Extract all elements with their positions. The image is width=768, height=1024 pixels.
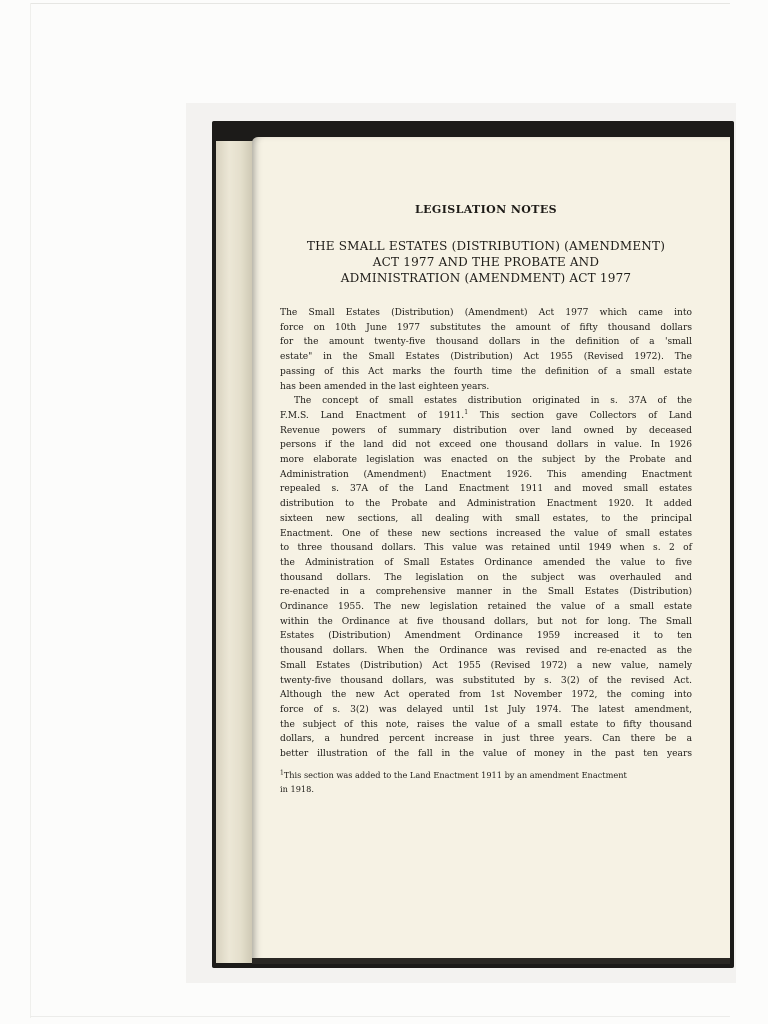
paragraph2-line2-text: F.M.S. Land Enactment of 1911. bbox=[280, 410, 465, 421]
scan-left-edge bbox=[30, 3, 31, 1018]
paragraph2-line: repealed s. 37A of the Land Enactment 1911 and moved small estates bbox=[280, 484, 692, 495]
paragraph2-line: dollars, a hundred percent increase in just three years. Can there be a bbox=[280, 734, 692, 745]
body-text bbox=[280, 306, 692, 762]
paragraph2-line: thousand dollars. When the Ordinance was revised and re-enacted as the bbox=[280, 646, 692, 657]
section-heading: LEGISLATION NOTES bbox=[414, 203, 558, 216]
paragraph2-line: thousand dollars. The legislation on the subject was overhauled and bbox=[280, 572, 692, 583]
paragraph2-line: re-enacted in a comprehensive manner in the Small Estates (Distribution) bbox=[280, 587, 692, 598]
paragraph2-line: Enactment. One of these new sections increased the value of small estates bbox=[280, 528, 692, 539]
paragraph1-line: for the amount twenty-five thousand dollars in the definition of a 'small bbox=[280, 337, 692, 348]
paragraph2-line: better illustration of the fall in the value of money in the past ten years bbox=[280, 749, 692, 760]
paragraph2-line: Estates (Distribution) Amendment Ordinance 1959 increased it to ten bbox=[280, 631, 692, 642]
article-title bbox=[280, 238, 692, 286]
paragraph2-line-with-footnote bbox=[280, 409, 692, 424]
footnote-line: in 1918. bbox=[280, 784, 314, 794]
book-page bbox=[252, 137, 730, 963]
paragraph2-line2-rest: This section gave Collectors of Land bbox=[468, 410, 692, 421]
footnote-line bbox=[280, 768, 692, 782]
paragraph2-line: Although the new Act operated from 1st November 1972, the coming into bbox=[280, 690, 692, 701]
paragraph2-line: more elaborate legislation was enacted on the subject by the Probate and bbox=[280, 455, 692, 466]
book-bottom-edge bbox=[252, 958, 730, 964]
paragraph2-line: the subject of this note, raises the value of a small estate to fifty thousand bbox=[280, 719, 692, 730]
paragraph2-line: Small Estates (Distribution) Act 1955 (Revised 1972) a new value, namely bbox=[280, 660, 692, 671]
paragraph2-line: persons if the land did not exceed one thousand dollars in value. In 1926 bbox=[280, 440, 692, 451]
paragraph2-line: Ordinance 1955. The new legislation retained the value of a small estate bbox=[280, 602, 692, 613]
paragraph1-line: The Small Estates (Distribution) (Amendment) Act 1977 which came into bbox=[280, 308, 692, 318]
paragraph1-line: force on 10th June 1977 substitutes the amount of fifty thousand dollars bbox=[280, 322, 692, 333]
footnote-marker: 1 bbox=[280, 769, 284, 777]
paragraph2-line: Administration (Amendment) Enactment 1926. This amending Enactment bbox=[280, 469, 692, 480]
paragraph1-line: estate" in the Small Estates (Distribution) Act 1955 (Revised 1972). The bbox=[280, 352, 692, 363]
paragraph2-line: the Administration of Small Estates Ordinance amended the value to five bbox=[280, 557, 692, 568]
paragraph2-line: to three thousand dollars. This value was retained until 1949 when s. 2 of bbox=[280, 543, 692, 554]
paragraph1-line: has been amended in the last eighteen years. bbox=[280, 381, 490, 392]
paragraph2-line: The concept of small estates distribution originated in s. 37A of the bbox=[294, 396, 692, 407]
paragraph2-line: force of s. 3(2) was delayed until 1st July 1974. The latest amendment, bbox=[280, 704, 692, 715]
book-page-edges bbox=[216, 141, 254, 963]
footnote-text: This section was added to the Land Enactment 1911 by an amendment Enactment bbox=[283, 770, 627, 780]
title-line: THE SMALL ESTATES (DISTRIBUTION) (AMENDMENT) bbox=[306, 239, 666, 253]
title-line: ACT 1977 AND THE PROBATE AND bbox=[372, 255, 600, 269]
footnote-reference[interactable]: 1 bbox=[464, 408, 469, 416]
paragraph2-line: within the Ordinance at five thousand dollars, but not for long. The Small bbox=[280, 616, 692, 627]
paragraph2-line: twenty-five thousand dollars, was substituted by s. 3(2) of the revised Act. bbox=[280, 675, 692, 686]
paragraph2-line: sixteen new sections, all dealing with small estates, to the principal bbox=[280, 513, 692, 524]
scan-bottom-edge bbox=[30, 1016, 730, 1017]
paragraph1-line: passing of this Act marks the fourth time the definition of a small estate bbox=[280, 366, 692, 377]
paragraph2-line: distribution to the Probate and Administration Enactment 1920. It added bbox=[280, 499, 692, 510]
title-line: ADMINISTRATION (AMENDMENT) ACT 1977 bbox=[340, 271, 632, 285]
page-content bbox=[280, 203, 692, 762]
paragraph2-line: Revenue powers of summary distribution over land owned by deceased bbox=[280, 425, 692, 436]
scan-top-edge bbox=[30, 3, 730, 4]
footnote bbox=[280, 768, 692, 796]
